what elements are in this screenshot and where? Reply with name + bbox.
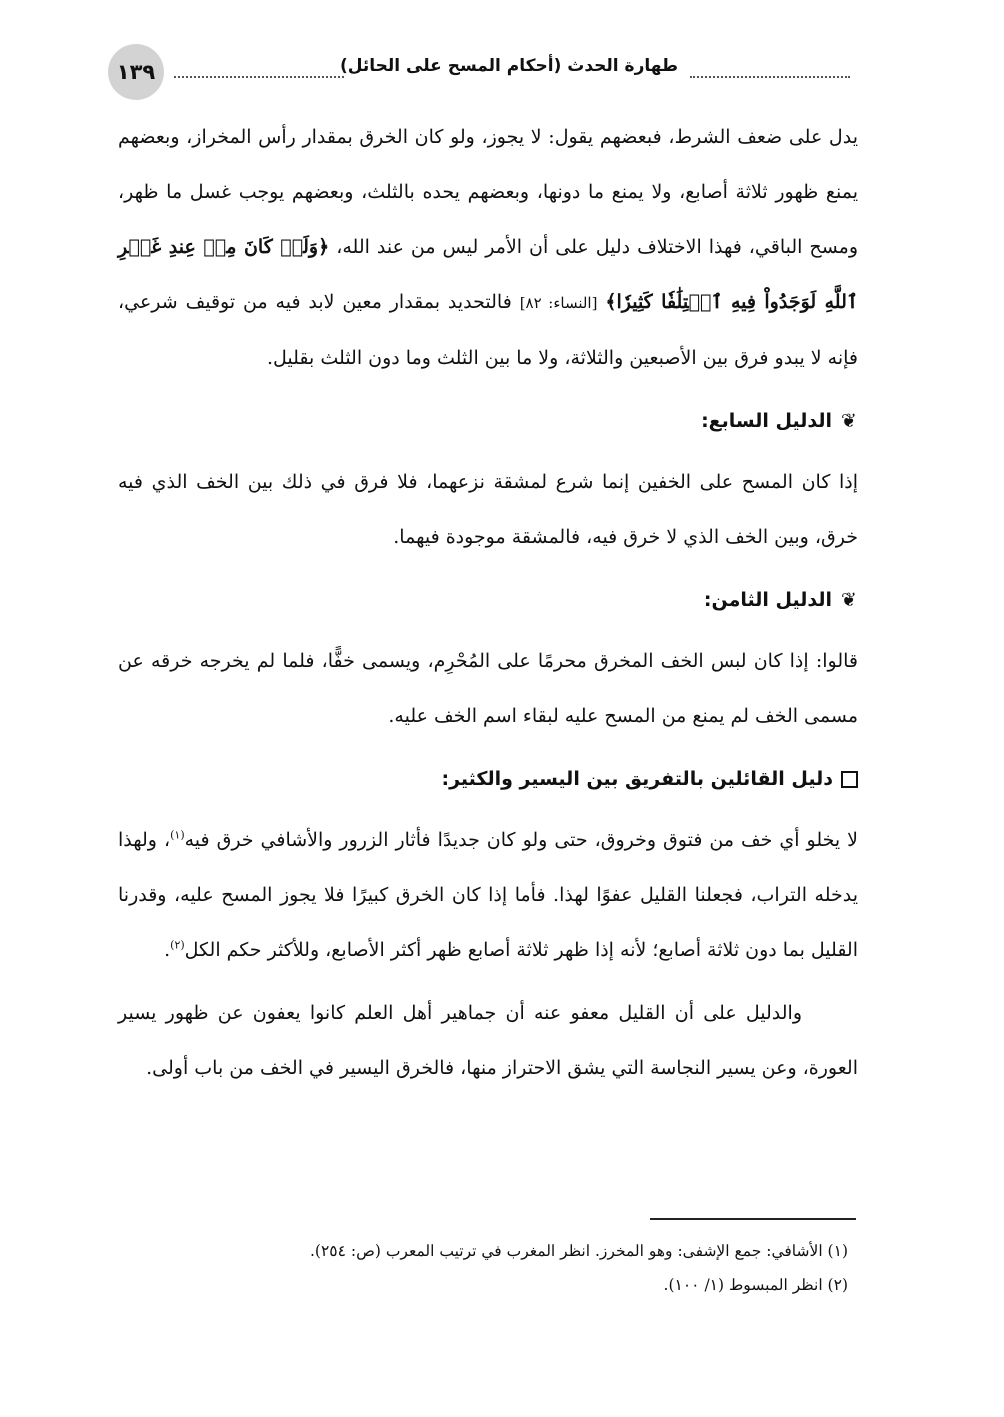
paragraph-seventh-text: إذا كان المسح على الخفين إنما شرع لمشقة نزعهما، فلا فرق في ذلك بين الخف الذي فيه خرق، وبين الخف الذي لا خرق فيه، فالمشقة موجودة فيهما. (118, 471, 858, 548)
paragraph-eighth-text: قالوا: إذا كان لبس الخف المخرق محرمًا على المُحْرِم، ويسمى خفًّا، فلما لم يخرجه خرقه عن مسمى الخف لم يمنع من المسح عليه لبقاء اسم الخف عليه. (118, 650, 858, 727)
footnote-ref-2[interactable]: (٢) (170, 938, 185, 952)
paragraph-section-text-b: ، ولهذا يدخله التراب، فجعلنا القليل عفوًا لهذا. فأما إذا كان الخرق كبيرًا فلا يجوز المسح عليه، وقدرنا القليل بما دون ثلاثة أصابع؛ لأنه إذا ظهر ثلاثة أصابع ظهر أكثر الأصابع، وللأكثر حكم الكل (118, 829, 858, 961)
header-dotted-leader-left (174, 76, 344, 78)
footnote-ref-1[interactable]: (١) (170, 828, 185, 842)
footnote-1: (١) الأشافي: جمع الإشفى: وهو المخرز. انظر المغرب في ترتيب المعرب (ص: ٢٥٤). (310, 1242, 848, 1260)
paragraph-section-text-a: لا يخلو أي خف من فتوق وخروق، حتى ولو كان جديدًا فأثار الزرور والأشافي خرق فيه (184, 829, 858, 851)
verse-reference: [النساء: ٨٢] (519, 294, 598, 312)
leaf-bullet-icon: ❦ (841, 589, 857, 611)
heading-section (118, 752, 858, 807)
page-number-badge: ١٣٩ (108, 44, 164, 100)
paragraph-section (118, 813, 858, 978)
paragraph-last-text: والدليل على أن القليل معفو عنه أن جماهير أهل العلم كانوا يعفون عن ظهور يسير العورة، وعن يسير النجاسة التي يشق الاحتراز منها، فالخرق اليسير في الخف من باب أولى. (118, 1002, 858, 1079)
heading-section-label: دليل القائلين بالتفريق بين اليسير والكثير: (441, 768, 833, 790)
main-text (118, 110, 858, 1104)
heading-seventh-evidence (118, 394, 858, 449)
leaf-bullet-icon: ❦ (841, 410, 857, 432)
quran-verse: ﴿وَلَوۡ كَانَ مِنۡ عِندِ غَيۡرِ ٱللَّهِ لَوَجَدُواْ فِيهِ ٱخۡتِلَٰفٗا كَثِيرٗا﴾ (118, 236, 859, 313)
footnote-separator (650, 1218, 856, 1220)
paragraph-seventh (118, 455, 858, 565)
paragraph-1-text: يدل على ضعف الشرط، فبعضهم يقول: لا يجوز، ولو كان الخرق بمقدار رأس المخراز، وبعضهم يمنع ظهور ثلاثة أصابع، ولا يمنع ما دونها، وبعضهم يحده بالثلث، وبعضهم يوجب غسل ما ظهر، ومسح الباقي، فهذا الاختلاف دليل على أن الأمر ليس من عند الله، (118, 126, 859, 258)
paragraph-1 (118, 110, 858, 386)
footnotes (118, 1234, 858, 1302)
heading-eighth-label: الدليل الثامن: (703, 589, 832, 611)
paragraph-last (118, 986, 858, 1096)
heading-seventh-label: الدليل السابع: (701, 410, 832, 432)
paragraph-1-continuation: فالتحديد بمقدار معين لابد فيه من توقيف شرعي، فإنه لا يبدو فرق بين الأصبعين والثلاثة، ولا ما بين الثلث وما دون الثلث بقليل. (118, 291, 858, 369)
paragraph-eighth (118, 634, 858, 744)
running-title: طهارة الحدث (أحكام المسح على الحائل) (339, 56, 678, 76)
page-header (108, 44, 860, 104)
square-bullet-icon (841, 771, 858, 788)
header-dotted-leader-right (690, 76, 850, 78)
paragraph-section-end: . (164, 939, 171, 961)
footnote-2: (٢) انظر المبسوط (١/ ١٠٠). (663, 1276, 848, 1294)
heading-eighth-evidence (118, 573, 858, 628)
